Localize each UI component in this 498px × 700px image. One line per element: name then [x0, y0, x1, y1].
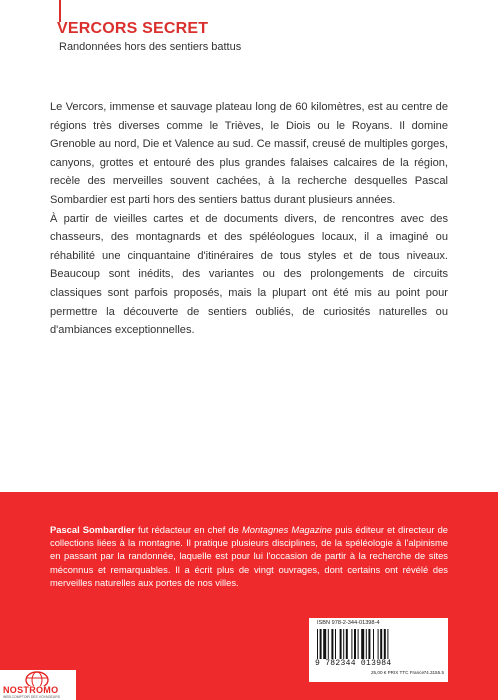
bio-text-1: fut rédacteur en chef de [134, 524, 242, 535]
price-code: 74.3155.5 [423, 670, 444, 675]
accent-bar [59, 0, 61, 22]
logo-tagline: WEB COMPTOIR DES VOYAGEURS [3, 695, 60, 699]
logo-name: NOSTROMO [3, 685, 59, 695]
nostromo-logo [0, 670, 76, 700]
description-paragraph-2: À partir de vieilles cartes et de documents divers, de rencontres avec des chasseurs, des montagnards et des spéléologues locaux, il a imaginé ou réhabilité une cinquantaine d'itinéraires de tous styles et de tous niveaux. Beaucoup sont inédits, des variantes ou des prolongements de circuits classiques sont parfois proposés, mais la plupart ont été mis au point pour permettre la découverte de sentiers oubliés, de curiosités naturelles ou d'ambiances exceptionnelles. [50, 212, 448, 337]
author-bio [50, 523, 448, 589]
book-subtitle: Randonnées hors des sentiers battus [59, 41, 242, 53]
magazine-name: Montagnes Magazine [241, 524, 333, 535]
author-name: Pascal Sombardier [50, 524, 135, 535]
bio-text-2: puis éditeur et directeur de collections liées à la montagne. Il pratique plusieurs disciplines, de la spéléologie à l'alpinisme en passant par la randonnée, laquelle est pour lui l'occasion de partir à la recherche de sites méconnus et remarquables. Il a écrit plus de vingt ouvrages, dont certains ont révélé des merveilles naturelles aux portes de nos villes. [50, 524, 448, 588]
barcode-icon [315, 629, 405, 659]
description-text [50, 98, 448, 340]
price-text: 25,00 € PRIX TTC France [371, 670, 425, 675]
description-paragraph-1: Le Vercors, immense et sauvage plateau long de 60 kilomètres, est au centre de régions très diverses comme le Trièves, le Diois ou le Royans. Il domine Grenoble au nord, Die et Valence au sud. Ce massif, creusé de multiples gorges, canyons, grottes et entouré des plus grandes falaises calcaires de la région, recèle des merveilles souvent cachées, à la recherche desquelles Pascal Sombardier est parti hors des sentiers battus durant plusieurs années. [50, 101, 448, 206]
globe-icon [24, 670, 50, 686]
book-title: VERCORS SECRET [57, 20, 209, 37]
barcode-label [309, 618, 448, 682]
isbn-label: ISBN 978-2-344-01398-4 [317, 620, 380, 626]
barcode-digits: 9 782344 013984 [315, 659, 392, 668]
